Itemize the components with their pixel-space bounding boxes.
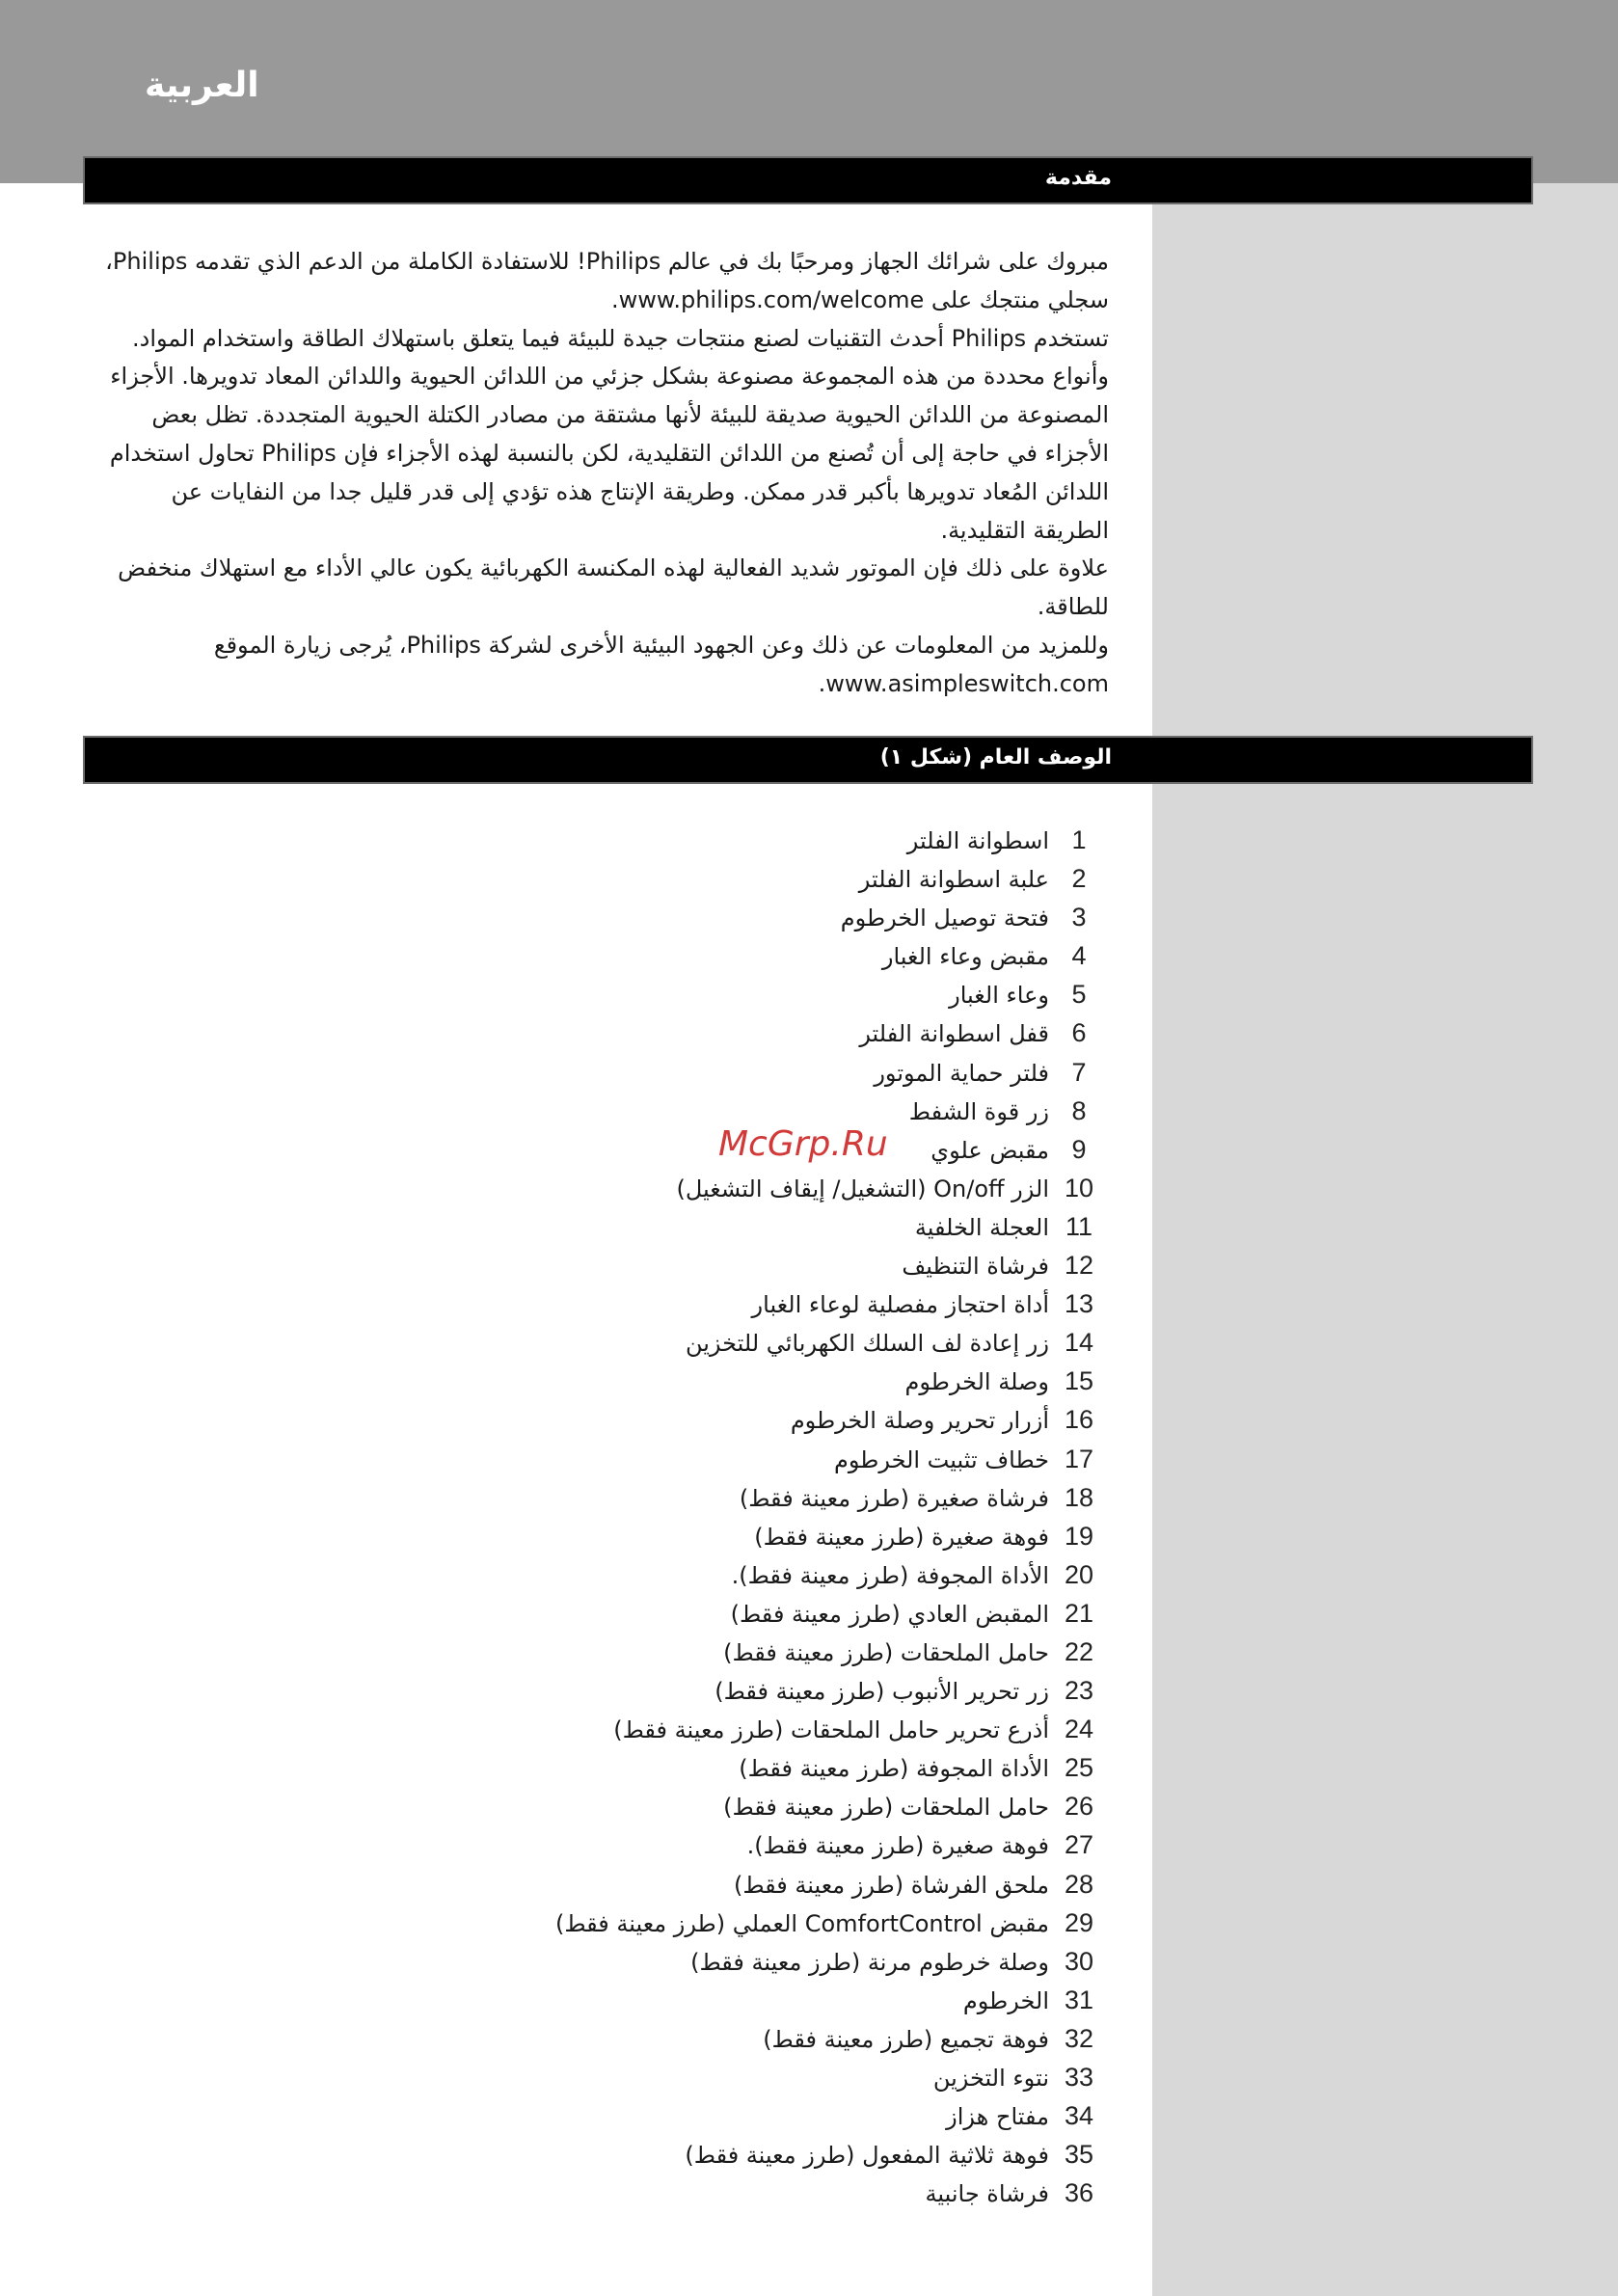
part-item xyxy=(434,1633,1109,1671)
part-number: 9 xyxy=(1071,1134,1087,1164)
part-label: فوهة صغيرة (طرز معينة فقط). xyxy=(746,1832,1049,1860)
part-label: الأداة المجوفة (طرز معينة فقط) xyxy=(739,1755,1049,1783)
part-label: فوهة تجميع (طرز معينة فقط) xyxy=(763,2025,1049,2053)
part-number: 22 xyxy=(1064,1636,1094,1666)
part-label: زر تحرير الأنبوب (طرز معينة فقط) xyxy=(715,1678,1049,1706)
part-item xyxy=(434,1053,1109,1092)
part-item xyxy=(434,821,1109,859)
part-label: مفتاح هزاز xyxy=(946,2103,1049,2131)
section-bar-introduction xyxy=(83,156,1533,204)
part-item xyxy=(434,898,1109,936)
part-label: مقبض علوي xyxy=(930,1136,1049,1164)
side-margin-strip xyxy=(1152,183,1618,2296)
part-number: 15 xyxy=(1064,1366,1094,1396)
part-number: 28 xyxy=(1064,1869,1094,1899)
part-label: العجلة الخلفية xyxy=(914,1213,1049,1241)
intro-paragraph: تستخدم Philips أحدث التقنيات لصنع منتجات جيدة للبيئة فيما يتعلق باستهلاك الطاقة واستخدام المواد. وأنواع محددة من هذه المجموعة مصنوعة بشكل جزئي من اللدائن الحيوية واللدائن المعاد تدويرها. الأجزاء المصنوعة من اللدائن الحيوية صديقة للبيئة لأنها مشتقة من مصادر الكتلة الحيوية المتجددة. تظل بعض الأجزاء في حاجة إلى أن تُصنع من اللدائن التقليدية، لكن بالنسبة لهذه الأجزاء فإن Philips تحاول استخدام اللدائن المُعاد تدويرها بأكبر قدر ممكن. وطريقة الإنتاج هذه تؤدي إلى قدر قليل جدا من النفايات عن الطريقة التقليدية. xyxy=(109,324,1109,544)
part-item xyxy=(434,1671,1109,1710)
part-number: 6 xyxy=(1071,1018,1087,1048)
part-label: زر إعادة لف السلك الكهربائي للتخزين xyxy=(685,1330,1049,1358)
part-label: وصلة الخرطوم xyxy=(904,1368,1049,1396)
part-item xyxy=(434,1013,1109,1052)
part-number: 21 xyxy=(1064,1598,1094,1628)
part-item xyxy=(434,1362,1109,1400)
language-title: العربية xyxy=(145,66,259,105)
part-label: الأداة المجوفة (طرز معينة فقط). xyxy=(731,1561,1049,1589)
part-item xyxy=(434,1748,1109,1787)
part-number: 2 xyxy=(1071,864,1087,894)
part-label: فرشاة صغيرة (طرز معينة فقط) xyxy=(739,1484,1049,1512)
part-label: اسطوانة الفلتر xyxy=(906,827,1049,854)
part-label: أذرع تحرير حامل الملحقات (طرز معينة فقط) xyxy=(613,1716,1049,1744)
part-item xyxy=(434,1710,1109,1748)
part-number: 35 xyxy=(1064,2140,1094,2170)
part-number: 31 xyxy=(1064,1985,1094,2014)
part-label: زر قوة الشفط xyxy=(908,1097,1049,1125)
part-label: فرشاة التنظيف xyxy=(902,1253,1049,1281)
part-label: أداة احتجاز مفصلية لوعاء الغبار xyxy=(751,1291,1049,1319)
part-item xyxy=(434,2058,1109,2096)
part-number: 11 xyxy=(1065,1211,1093,1241)
part-item xyxy=(434,1942,1109,1981)
part-label: خطاف تثبيت الخرطوم xyxy=(833,1445,1049,1473)
part-item xyxy=(434,1284,1109,1323)
part-number: 5 xyxy=(1071,980,1087,1010)
part-label: الزر On/off (التشغيل/ إيقاف التشغيل) xyxy=(676,1175,1049,1202)
part-label: وصلة خرطوم مرنة (طرز معينة فقط) xyxy=(690,1948,1049,1976)
part-item xyxy=(434,1169,1109,1207)
part-label: فرشاة جانبية xyxy=(925,2180,1049,2208)
part-number: 27 xyxy=(1064,1830,1094,1860)
part-number: 26 xyxy=(1064,1792,1094,1822)
part-item xyxy=(434,2019,1109,2058)
part-number: 19 xyxy=(1064,1521,1094,1551)
part-number: 17 xyxy=(1064,1444,1094,1473)
part-item xyxy=(434,2174,1109,2212)
part-number: 23 xyxy=(1064,1676,1094,1706)
part-item xyxy=(434,2135,1109,2174)
part-item xyxy=(434,1865,1109,1904)
part-item xyxy=(434,1981,1109,2019)
part-label: علبة اسطوانة الفلتر xyxy=(858,866,1049,894)
part-item xyxy=(434,859,1109,898)
part-number: 18 xyxy=(1064,1482,1094,1512)
part-number: 12 xyxy=(1064,1251,1094,1281)
part-item xyxy=(434,1825,1109,1864)
introduction-text xyxy=(93,243,1109,704)
part-number: 32 xyxy=(1064,2023,1094,2053)
part-item xyxy=(434,1323,1109,1362)
intro-paragraph: مبروك على شرائك الجهاز ومرحبًا بك في عالم Philips! للاستفادة الكاملة من الدعم الذي تقدمه Philips، سجلي منتجك على www.philips.com/welcome. xyxy=(105,248,1109,313)
part-number: 36 xyxy=(1064,2178,1094,2208)
part-number: 10 xyxy=(1064,1173,1094,1202)
part-item xyxy=(434,1517,1109,1555)
section-bar-general-description xyxy=(83,736,1533,784)
part-item xyxy=(434,1555,1109,1594)
part-label: ملحق الفرشاة (طرز معينة فقط) xyxy=(733,1871,1049,1899)
part-item xyxy=(434,1594,1109,1633)
parts-list xyxy=(434,821,1109,2212)
part-number: 30 xyxy=(1064,1946,1094,1976)
part-number: 7 xyxy=(1071,1057,1087,1087)
intro-paragraph: وللمزيد من المعلومات عن ذلك وعن الجهود البيئية الأخرى لشركة Philips، يُرجى زيارة الموقع www.asimpleswitch.com. xyxy=(213,631,1109,697)
part-label: وعاء الغبار xyxy=(949,982,1049,1010)
part-label: المقبض العادي (طرز معينة فقط) xyxy=(730,1600,1049,1628)
part-label: فوهة ثلاثية المفعول (طرز معينة فقط) xyxy=(685,2142,1049,2170)
part-label: أزرار تحرير وصلة الخرطوم xyxy=(790,1407,1049,1435)
part-number: 34 xyxy=(1064,2101,1094,2131)
part-number: 13 xyxy=(1064,1289,1094,1319)
part-label: حامل الملحقات (طرز معينة فقط) xyxy=(723,1638,1049,1666)
part-item xyxy=(434,1440,1109,1478)
section-title-introduction: مقدمة xyxy=(1044,166,1112,190)
part-item xyxy=(434,975,1109,1013)
part-item xyxy=(434,936,1109,975)
part-item xyxy=(434,1207,1109,1246)
part-label: قفل اسطوانة الفلتر xyxy=(859,1020,1049,1048)
part-label: مقبض وعاء الغبار xyxy=(881,943,1049,971)
part-number: 33 xyxy=(1064,2063,1094,2092)
part-item xyxy=(434,1787,1109,1825)
part-item xyxy=(434,2096,1109,2135)
part-item xyxy=(434,1246,1109,1284)
part-number: 3 xyxy=(1071,903,1087,932)
part-label: الخرطوم xyxy=(962,1986,1049,2014)
part-label: فتحة توصيل الخرطوم xyxy=(840,905,1049,932)
section-title-general-description: الوصف العام (شكل ١) xyxy=(879,745,1112,770)
part-item xyxy=(434,1904,1109,1942)
part-label: فوهة صغيرة (طرز معينة فقط) xyxy=(754,1523,1049,1551)
watermark-text: McGrp.Ru xyxy=(718,1124,888,1164)
part-number: 25 xyxy=(1064,1753,1094,1783)
part-label: نتوء التخزين xyxy=(932,2065,1049,2092)
part-item xyxy=(434,1400,1109,1439)
part-number: 14 xyxy=(1064,1328,1094,1358)
part-item xyxy=(434,1478,1109,1517)
part-label: فلتر حماية الموتور xyxy=(874,1059,1049,1087)
part-number: 16 xyxy=(1064,1405,1094,1435)
part-label: مقبض ComfortControl العملي (طرز معينة فقط) xyxy=(554,1909,1049,1937)
part-number: 8 xyxy=(1071,1095,1087,1125)
intro-paragraph: علاوة على ذلك فإن الموتور شديد الفعالية لهذه المكنسة الكهربائية يكون عالي الأداء مع استهلاك منخفض للطاقة. xyxy=(118,554,1109,621)
part-label: حامل الملحقات (طرز معينة فقط) xyxy=(723,1794,1049,1822)
part-number: 24 xyxy=(1064,1715,1094,1744)
part-number: 1 xyxy=(1071,825,1087,854)
part-number: 4 xyxy=(1071,941,1087,971)
part-number: 29 xyxy=(1064,1907,1094,1937)
part-number: 20 xyxy=(1064,1559,1094,1589)
